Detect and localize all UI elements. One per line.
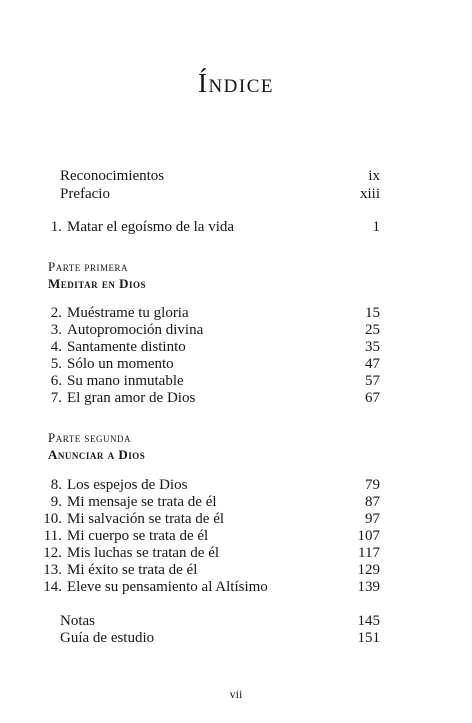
part-one-title: Meditar en Dios (48, 276, 147, 291)
toc-entry-label: Mi cuerpo se trata de él (67, 528, 209, 544)
toc-entry-number: 2. (50, 305, 62, 321)
part-two-title: Anunciar a Dios (48, 447, 146, 462)
toc-entry-chapter-5[interactable] (42, 355, 380, 373)
toc-entry-page: 1 (372, 219, 380, 235)
toc-entry-number: 1. (50, 219, 62, 235)
page-number-footer: vii (229, 687, 243, 701)
toc-entry-number: 4. (50, 339, 62, 355)
toc-entry-chapter-12[interactable] (42, 544, 380, 562)
toc-entry-page: 117 (358, 545, 380, 561)
toc-entry-page: 15 (365, 305, 380, 321)
toc-entry-number: 3. (50, 322, 62, 338)
toc-entry-label: Santamente distinto (67, 339, 186, 355)
toc-entry-label: Su mano inmutable (67, 373, 184, 389)
toc-entry-chapter-6[interactable] (42, 372, 380, 390)
toc-entry-label: Mi salvación se trata de él (67, 511, 225, 527)
toc-entry-page: 129 (357, 562, 380, 578)
toc-entry-page: 139 (357, 579, 380, 595)
toc-entry-label: Notas (60, 613, 95, 629)
toc-entry-number: 6. (50, 373, 62, 389)
toc-entry-chapter-2[interactable] (42, 304, 380, 322)
toc-entry-label: Los espejos de Dios (67, 477, 188, 493)
toc-entry-label: Prefacio (60, 186, 110, 202)
toc-entry-chapter-11[interactable] (42, 527, 380, 545)
toc-entry-label: Autopromoción divina (67, 322, 204, 338)
toc-entry-label: Mis luchas se tratan de él (67, 545, 220, 561)
toc-entry-number: 11. (43, 528, 62, 544)
toc-entry-number: 5. (50, 356, 62, 372)
toc-entry-label: Sólo un momento (67, 356, 174, 372)
toc-entry-label: Reconocimientos (60, 168, 165, 184)
toc-entry-chapter-13[interactable] (42, 561, 380, 579)
toc-entry-reconocimientos[interactable] (60, 167, 380, 185)
toc-entry-number: 14. (43, 579, 62, 595)
toc-entry-number: 10. (43, 511, 62, 527)
toc-entry-page: 145 (357, 613, 380, 629)
toc-entry-page: 79 (365, 477, 380, 493)
toc-entry-chapter-10[interactable] (42, 510, 380, 528)
page-title: Índice (197, 68, 275, 98)
part-one-label: Parte primera (48, 259, 128, 274)
toc-entry-label: Guía de estudio (60, 630, 155, 646)
toc-entry-page: xiii (359, 186, 380, 202)
toc-entry-number: 9. (50, 494, 62, 510)
toc-entry-chapter-14[interactable] (42, 578, 380, 596)
toc-entry-number: 12. (43, 545, 62, 561)
toc-entry-label: Mi mensaje se trata de él (67, 494, 217, 510)
toc-entry-chapter-8[interactable] (42, 476, 380, 494)
toc-entry-page: 57 (365, 373, 380, 389)
toc-entry-label: Eleve su pensamiento al Altísimo (67, 579, 268, 595)
toc-entry-number: 13. (43, 562, 62, 578)
toc-entry-page: 67 (365, 390, 380, 406)
toc-entry-page: ix (368, 168, 380, 184)
toc-entry-page: 107 (357, 528, 380, 544)
toc-entry-page: 151 (357, 630, 380, 646)
toc-entry-chapter-9[interactable] (42, 493, 380, 511)
part-two-label: Parte segunda (48, 430, 131, 445)
toc-entry-page: 35 (365, 339, 380, 355)
toc-entry-label: Matar el egoísmo de la vida (67, 219, 235, 235)
toc-entry-chapter-3[interactable] (42, 321, 380, 339)
toc-entry-page: 47 (365, 356, 380, 372)
toc-entry-prefacio[interactable] (60, 185, 380, 203)
toc-entry-page: 87 (365, 494, 380, 510)
toc-entry-number: 8. (50, 477, 62, 493)
toc-entry-page: 97 (365, 511, 380, 527)
toc-entry-chapter-4[interactable] (42, 338, 380, 356)
toc-entry-chapter-7[interactable] (42, 389, 380, 407)
toc-entry-label: Muéstrame tu gloria (67, 305, 189, 321)
toc-entry-label: El gran amor de Dios (67, 390, 196, 406)
toc-entry-chapter-1[interactable] (42, 218, 380, 236)
toc-entry-label: Mi éxito se trata de él (67, 562, 198, 578)
toc-entry-guia-de-estudio[interactable] (60, 629, 380, 647)
toc-entry-number: 7. (50, 390, 62, 406)
toc-entry-notas[interactable] (60, 612, 380, 630)
toc-entry-page: 25 (365, 322, 380, 338)
